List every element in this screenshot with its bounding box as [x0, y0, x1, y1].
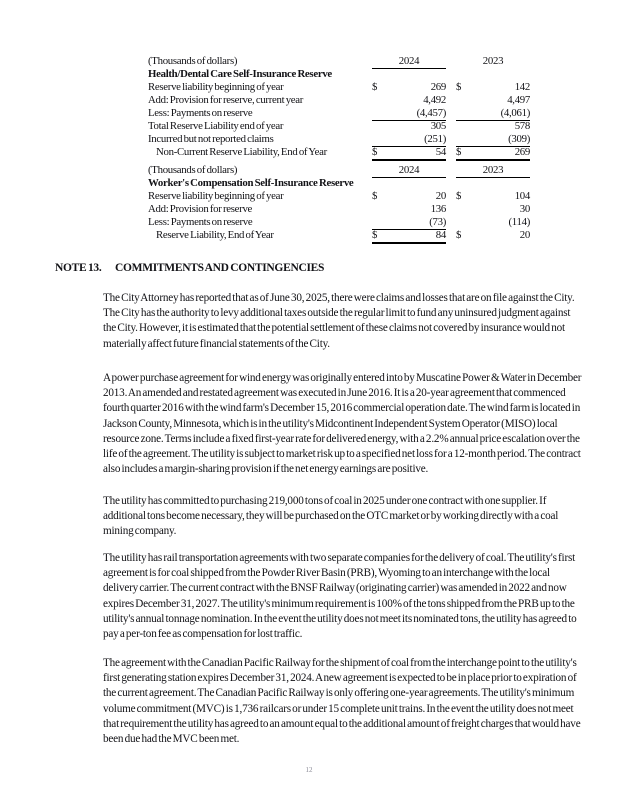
- row-label: Incurred but not reported claims: [148, 133, 274, 145]
- health-dental-reserve-table: [148, 55, 530, 159]
- cell-value: 305: [430, 120, 446, 132]
- cell-value: (251): [424, 133, 446, 145]
- cell-value: (4,457): [416, 107, 446, 119]
- row-label: Total Reserve Liability end of year: [148, 120, 284, 132]
- row-label: Less: Payments on reserve: [148, 107, 253, 119]
- cell-value: 269: [430, 81, 446, 93]
- table-row: [148, 94, 530, 107]
- cell-value: (4,061): [500, 107, 530, 119]
- row-label: Non-Current Reserve Liability, End of Year: [156, 146, 327, 158]
- row-label: Less: Payments on reserve: [148, 216, 253, 228]
- dollar-sign: $: [456, 229, 462, 241]
- row-label: Reserve liability beginning of year: [148, 81, 284, 93]
- note-number: NOTE 13.: [55, 262, 102, 274]
- table-row: [148, 133, 530, 146]
- dollar-sign: $: [456, 81, 462, 93]
- table-row: [148, 81, 530, 94]
- cell-value: 4,492: [423, 94, 446, 106]
- dollar-sign: $: [456, 146, 462, 158]
- table-section-title-row: [148, 68, 530, 81]
- table-section-title-row: [148, 177, 530, 190]
- row-label: Add: Provision for reserve, current year: [148, 94, 304, 106]
- cell-value: (114): [508, 216, 530, 228]
- year-column-2023: 2023: [456, 164, 530, 178]
- dollar-sign: $: [372, 146, 378, 158]
- note-heading: [55, 262, 324, 274]
- row-label: Reserve Liability, End of Year: [156, 229, 274, 241]
- note-title: COMMITMENTS AND CONTINGENCIES: [115, 262, 325, 274]
- dollar-sign: $: [456, 190, 462, 202]
- cell-value: 104: [514, 190, 530, 202]
- cell-value: 4,497: [507, 94, 530, 106]
- cell-value: 269: [514, 146, 530, 158]
- paragraph-claims-losses: The City Attorney has reported that as of June 30, 2025, there were claims and losses that are on file against the City. The City has the authority to levy additional taxes outside the regular limit to fund any uninsured judgment against the City. However, it is estimated that the potential settlement of these claims not covered by insurance would not materially affect future financial statements of the City.: [103, 292, 575, 350]
- cell-value: (309): [508, 133, 530, 145]
- row-label: Add: Provision for reserve: [148, 203, 253, 215]
- cell-value: 20: [519, 229, 530, 241]
- row-label: Reserve liability beginning of year: [148, 190, 284, 202]
- cell-value: 136: [430, 203, 446, 215]
- table-row: [148, 120, 530, 133]
- dollar-sign: $: [372, 190, 378, 202]
- cell-value: 54: [435, 146, 446, 158]
- table-section-title: Health/Dental Care Self-Insurance Reserve: [148, 68, 332, 80]
- year-column-2023: 2023: [482, 55, 504, 67]
- table-header-row: [148, 55, 530, 68]
- dollar-sign: $: [372, 229, 378, 241]
- year-column-2024: 2024: [372, 55, 446, 69]
- cell-value: (73): [429, 216, 446, 228]
- paragraph-wind-power-agreement: A power purchase agreement for wind energy was originally entered into by Muscatine Power & Water in December 2013. An amended and restated agreement was executed in June 2016. It is a 20-year agreement that commenced fourth quarter 2016 with the wind farm's December 15, 2016 commercial operation date. The wind farm is located in Jackson County, Minnesota, which is in the utility's Midcontinent Independent System Operator (MISO) local resource zone. Terms include a fixed first-year rate for delivered energy, with a 2.2% annual price escalation over the life of the agreement. The utility is subject to market risk up to a specified net loss for a 12-month period. The contract also includes a margin-sharing provision if the net energy earnings are positive.: [103, 372, 582, 476]
- workers-comp-reserve-table: [148, 164, 530, 242]
- table-unit-note: (Thousands of dollars): [148, 164, 238, 176]
- cell-value: 578: [514, 120, 530, 132]
- table-row: [148, 190, 530, 203]
- table-total-row: [148, 229, 530, 242]
- table-unit-note: (Thousands of dollars): [148, 55, 238, 67]
- cell-value: 20: [435, 190, 446, 202]
- page-number: 12: [305, 766, 313, 774]
- year-column-2024: 2024: [372, 164, 446, 178]
- cell-value: 30: [519, 203, 530, 215]
- paragraph-coal-purchase: The utility has committed to purchasing 219,000 tons of coal in 2025 under one contract with one supplier. If additional tons become necessary, they will be purchased on the OTC market or by working directly with a coal mining company.: [103, 495, 559, 538]
- table-row: [148, 107, 530, 120]
- dollar-sign: $: [372, 81, 378, 93]
- table-row: [148, 216, 530, 229]
- paragraph-rail-transportation: The utility has rail transportation agreements with two separate companies for the delivery of coal. The utility's first agreement is for coal shipped from the Powder River Basin (PRB), Wyoming to an interchange with the local delivery carrier. The current contract with the BNSF Railway (originating carrier) was amended in 2022 and now expires December 31, 2027. The utility's minimum requirement is 100% of the tons shipped from the PRB up to the utility's annual tonnage nomination. In the event the utility does not meet its nominated tons, the utility has agreed to pay a per-ton fee as compensation for lost traffic.: [103, 552, 577, 641]
- cell-value: 84: [435, 229, 446, 241]
- table-total-row: [148, 146, 530, 159]
- paragraph-canadian-pacific: The agreement with the Canadian Pacific Railway for the shipment of coal from the interchange point to the utility's first generating station expires December 31, 2024. A new agreement is expected to be in place prior to expiration of the current agreement. The Canadian Pacific Railway is only offering one-year agreements. The utility's minimum volume commitment (MVC) is 1,736 railcars or under 15 complete unit trains. In the event the utility does not meet that requirement the utility has agreed to an amount equal to the additional amount of freight charges that would have been due had the MVC been met.: [103, 657, 581, 746]
- cell-value: 142: [514, 81, 530, 93]
- table-header-row: [148, 164, 530, 177]
- table-section-title: Worker's Compensation Self-Insurance Reserve: [148, 177, 354, 189]
- table-row: [148, 203, 530, 216]
